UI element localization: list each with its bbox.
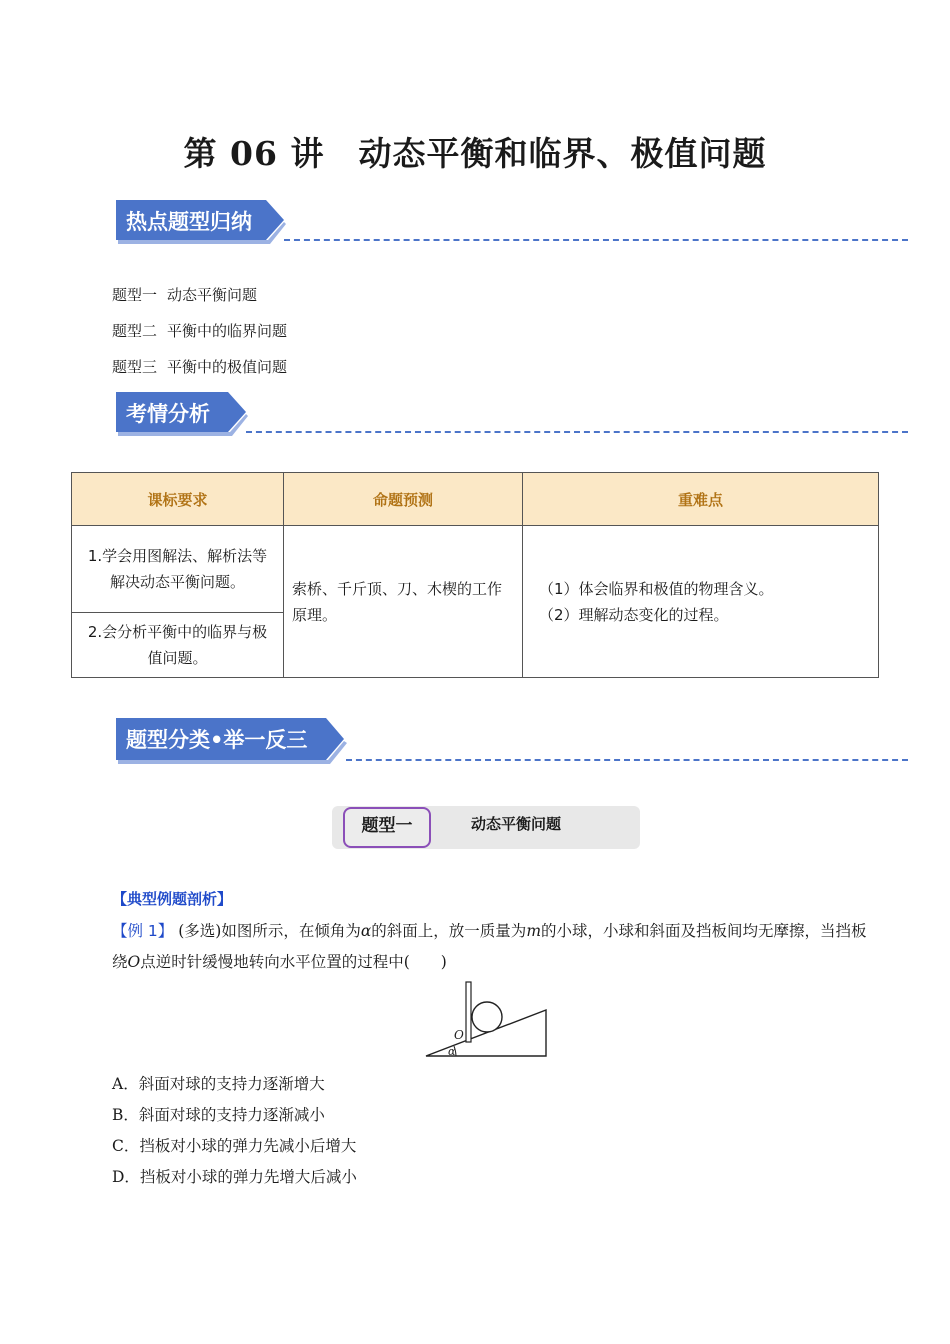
option-c: C．挡板对小球的弹力先减小后增大 — [112, 1137, 357, 1155]
label-alpha: α — [448, 1045, 456, 1058]
table-cell: 2.会分析平衡中的临界与极值问题。 — [72, 613, 284, 678]
list-item: 题型二 平衡中的临界问题 — [112, 322, 288, 340]
title-lecture: 第 06 讲 — [183, 134, 325, 173]
requirements-table — [71, 472, 879, 678]
list-item: 题型一 动态平衡问题 — [112, 286, 258, 304]
banner-classify — [116, 718, 348, 762]
table-cell: 索桥、千斤顶、刀、木楔的工作原理。 — [284, 526, 523, 678]
table-cell: （1）体会临界和极值的物理含义。 （2）理解动态变化的过程。 — [523, 526, 879, 678]
banner-hot-types — [116, 200, 286, 244]
example-label: 【例 1】 — [112, 922, 174, 940]
label-o: O — [454, 1028, 464, 1042]
banner-analysis — [116, 392, 248, 436]
ball — [472, 1002, 502, 1032]
option-b: B．斜面对球的支持力逐渐减小 — [112, 1106, 325, 1124]
header-cell: 命题预测 — [284, 473, 523, 526]
banner-label: 题型分类•举一反三 — [126, 728, 308, 752]
divider — [246, 431, 908, 433]
option-a: A．斜面对球的支持力逐渐增大 — [112, 1075, 325, 1093]
banner-label: 热点题型归纳 — [126, 210, 252, 234]
title-topic: 动态平衡和临界、极值问题 — [358, 134, 767, 173]
table-cell: 1.学会用图解法、解析法等解决动态平衡问题。 — [72, 526, 284, 613]
option-d: D．挡板对小球的弹力先增大后减小 — [112, 1168, 357, 1186]
divider — [346, 759, 908, 761]
type-tag: 题型一 — [343, 807, 431, 848]
type-name: 动态平衡问题 — [471, 815, 562, 833]
baffle — [466, 982, 471, 1042]
question-text: 【例 1】 (多选)如图所示，在倾角为α的斜面上，放一质量为m的小球，小球和斜面及挡板间均无摩擦，当挡板绕O点逆时针缓慢地转向水平位置的过程中( ) — [112, 922, 867, 971]
incline-figure — [420, 980, 560, 1060]
table-header-row — [72, 473, 879, 526]
list-item: 题型三 平衡中的极值问题 — [112, 358, 288, 376]
header-cell: 课标要求 — [72, 473, 284, 526]
divider — [284, 239, 908, 241]
table-row — [72, 526, 879, 613]
banner-label: 考情分析 — [126, 402, 210, 426]
page-title — [0, 128, 950, 175]
section-label: 【典型例题剖析】 — [112, 890, 233, 908]
header-cell: 重难点 — [523, 473, 879, 526]
